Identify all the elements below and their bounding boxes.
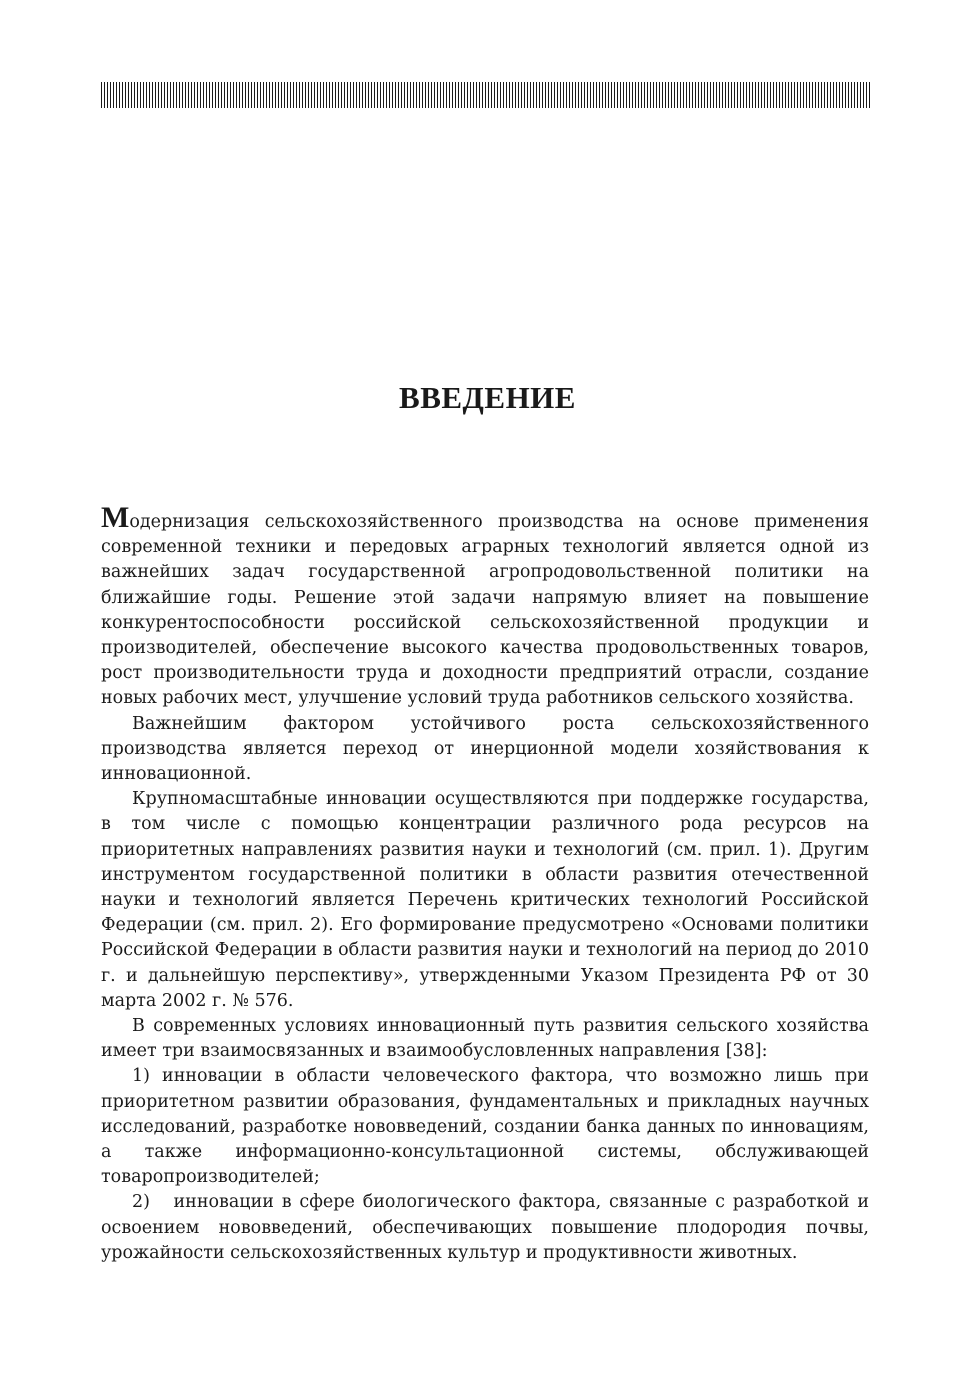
body-text	[101, 501, 869, 1266]
paragraph-1	[101, 501, 869, 712]
chapter-title: ВВЕДЕНИЕ	[399, 380, 576, 415]
list-item-1: 1) инновации в области человеческого фактора, что возможно лишь при приоритетном развитии образования, фундаментальных и прикладных научных исследований, разработке нововведений, создании банка данных по инновациям, а также информационно-консультационной системы, обслуживающей товаропроизводителей;	[101, 1066, 869, 1188]
drop-cap: М	[101, 501, 130, 534]
paragraph-3: Крупномасштабные инновации осуществляются при поддержке государства, в том числе с помощью концентрации различного рода ресурсов на приоритетных направлениях развития науки и технологий (см. прил. 1). Другим инструментом государственной политики в области развития отечественной науки и технологий является Перечень критических технологий Российской Федерации (см. прил. 2). Его формирование предусмотрено «Основами политики Российской Федерации в области развития науки и технологий на период до 2010 г. и дальнейшую перспективу», утвержденными Указом Президента РФ от 30 марта 2002 г. № 576.	[101, 789, 869, 1011]
decorative-header-rule	[101, 82, 870, 108]
paragraph-1-text: одернизация сельскохозяйственного производства на основе применения современной техники и передовых аграрных технологий является одной из важнейших задач государственной агропродовольственной политики на ближайшие годы. Решение этой задачи напрямую влияет на повышение конкурентоспособности российской сельскохозяйственной продукции и производителей, обеспечение высокого качества продовольственных товаров, рост производительности труда и доходности предприятий отрасли, создание новых рабочих мест, улучшение условий труда работников сельского хозяйства.	[101, 512, 869, 709]
paragraph-4: В современных условиях инновационный путь развития сельского хозяйства имеет три взаимосвязанных и взаимообусловленных направления [38]:	[101, 1016, 869, 1062]
paragraph-2: Важнейшим фактором устойчивого роста сельскохозяйственного производства является переход от инерционной модели хозяйствования к инновационной.	[101, 713, 869, 785]
list-item-2: 2) инновации в сфере биологического фактора, связанные с разработкой и освоением нововведений, обеспечивающих повышение плодородия почвы, урожайности сельскохозяйственных культур и продуктивности животных.	[101, 1192, 869, 1263]
